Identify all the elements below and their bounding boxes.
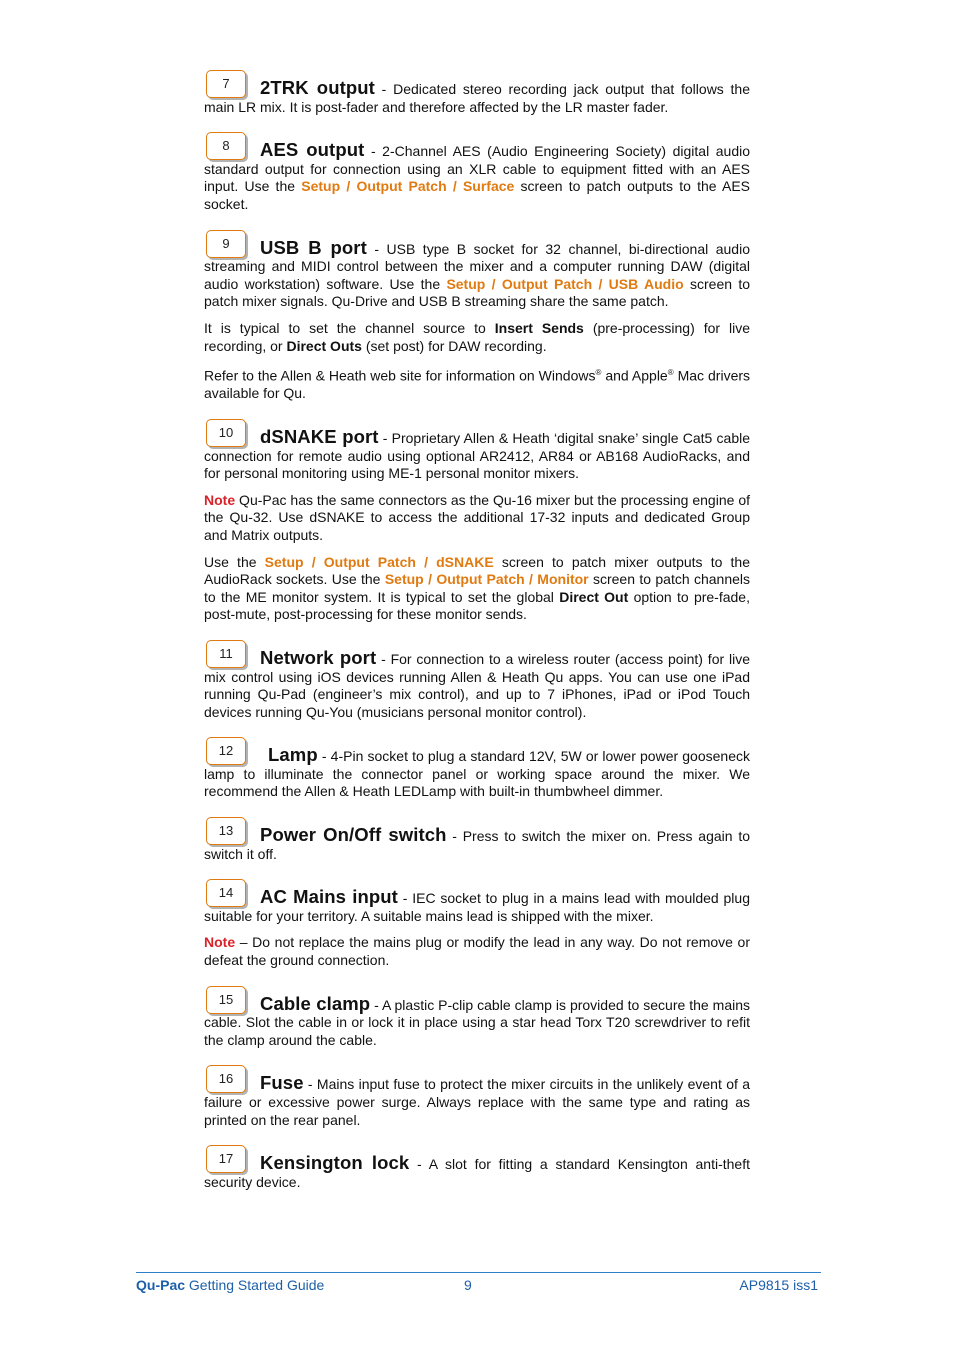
section-title: 2TRK output <box>260 77 375 98</box>
usb-drivers-paragraph: Refer to the Allen & Heath web site for information on Windows® and Apple® Mac drivers available for Qu. <box>204 367 751 402</box>
footer-page-number: 9 <box>464 1277 472 1293</box>
footer-guide-title: Qu-Pac Getting Started Guide <box>136 1277 325 1293</box>
section-ac-mains-input: 14 AC Mains input - IEC socket to plug in a mains lead with moulded plug suitable for your territory. A suitable mains lead is shipped with the mixer. Note – Do not replace the mains plug or modify the lead in any way. Do not remove or defeat the ground connection. <box>204 877 750 969</box>
footer-doc-id: AP9815 iss1 <box>739 1277 818 1293</box>
section-title: AES output <box>260 139 365 161</box>
link-monitor[interactable]: Monitor <box>537 571 589 588</box>
section-number-badge: 7 <box>206 70 246 98</box>
link-output-patch[interactable]: Output Patch <box>436 571 525 588</box>
section-number-badge: 13 <box>206 817 246 845</box>
section-power-switch: 13 Power On/Off switch - Press to switch the mixer on. Press again to switch it off. <box>204 815 750 863</box>
section-number-badge: 9 <box>206 230 246 258</box>
link-output-patch[interactable]: Output Patch <box>501 275 593 292</box>
section-usb-b-port: 9 USB B port - USB type B socket for 32 channel, bi-directional audio streaming and MIDI control between the mixer and a computer running DAW (digital audio workstation) software. Use the Setup / Output Patch / USB Audio screen to patch mixer signals. Qu-Drive and USB B streaming share the same patch. It is typical to set the channel source to Insert Sends (pre-processing) for live recording, or Direct Outs (set post) for DAW recording. Refer to the Allen & Heath web site for information on Windows® and Apple® Mac drivers available for Qu. <box>204 228 750 403</box>
usb-source-paragraph: It is typical to set the channel source to Insert Sends (pre-processing) for live recording, or Direct Outs (set post) for DAW recording. <box>204 319 751 354</box>
section-aes-output: 8 AES output - 2-Channel AES (Audio Engineering Society) digital audio standard output for connection using an XLR cable to equipment fitted with an AES input. Use the Setup / Output Patch / Surface screen to patch outputs to the AES socket. <box>204 130 750 213</box>
note-label: Note <box>204 491 236 508</box>
section-number-badge: 8 <box>206 132 246 160</box>
section-dsnake-port: 10 dSNAKE port - Proprietary Allen & Heath ‘digital snake’ single Cat5 cable connection for remote audio using optional AR2412, AR84 or AB168 AudioRacks, and for personal monitoring using ME-1 personal monitor mixers. Note Qu-Pac has the same connectors as the Qu-16 mixer but the processing engine of the Qu-32. Use dSNAKE to access the additional 17-32 inputs and dedicated Group and Matrix outputs. Use the Setup / Output Patch / dSNAKE screen to patch mixer outputs to the AudioRack sockets. Use the Setup / Output Patch / Monitor screen to patch channels to the ME monitor system. It is typical to set the global Direct Out option to pre-fade, post-mute, post-processing for these monitor sends. <box>204 417 750 624</box>
dsnake-note-paragraph: Note Qu-Pac has the same connectors as the Qu-16 mixer but the processing engine of the Qu-32. Use dSNAKE to access the additional 17-32 inputs and dedicated Group and Matrix outputs. <box>204 491 750 543</box>
section-number-badge: 16 <box>206 1065 246 1093</box>
page-content <box>204 68 750 1191</box>
link-output-patch[interactable]: Output Patch <box>356 178 447 195</box>
link-dsnake[interactable]: dSNAKE <box>436 553 494 570</box>
section-fuse: 16 Fuse - Mains input fuse to protect the mixer circuits in the unlikely event of a failure or excessive power surge. Always replace with the same type and rating as printed on the rear panel. <box>204 1063 750 1129</box>
link-setup[interactable]: Setup <box>301 178 341 195</box>
link-usb-audio[interactable]: USB Audio <box>608 275 684 292</box>
mains-note-paragraph: Note – Do not replace the mains plug or modify the lead in any way. Do not remove or defeat the ground connection. <box>204 934 750 969</box>
link-setup[interactable]: Setup <box>384 571 424 588</box>
section-kensington-lock: 17 Kensington lock - A slot for fitting a standard Kensington anti-theft security device. <box>204 1143 750 1191</box>
section-title: Kensington lock <box>260 1152 410 1174</box>
section-title: USB B port <box>260 236 367 258</box>
section-title: Fuse <box>260 1072 304 1094</box>
section-cable-clamp: 15 Cable clamp - A plastic P-clip cable clamp is provided to secure the mains cable. Slot the cable in or lock it in place using a star head Torx T20 screwdriver to refit the clamp around the cable. <box>204 984 750 1050</box>
section-title: Lamp <box>268 744 318 766</box>
link-output-patch[interactable]: Output Patch <box>323 553 416 570</box>
section-number-badge: 15 <box>206 986 246 1014</box>
section-title: Network port <box>260 646 377 668</box>
link-setup[interactable]: Setup <box>446 275 486 292</box>
section-number-badge: 14 <box>206 879 246 907</box>
section-lamp: 12 Lamp - 4-Pin socket to plug a standard 12V, 5W or lower power gooseneck lamp to illuminate the connector panel or working space around the mixer. We recommend the Allen & Heath LEDLamp with built-in thumbwheel dimmer. <box>204 735 750 801</box>
section-title: Power On/Off switch <box>260 824 447 846</box>
section-number-badge: 12 <box>206 737 246 765</box>
link-setup[interactable]: Setup <box>264 553 304 570</box>
section-title: AC Mains input <box>260 886 398 908</box>
section-2trk-output: 7 2TRK output - Dedicated stereo recording jack output that follows the main LR mix. It is post-fader and therefore affected by the LR master fader. <box>204 68 750 116</box>
section-number-badge: 10 <box>206 419 246 447</box>
section-number-badge: 17 <box>206 1145 246 1173</box>
link-surface[interactable]: Surface <box>462 178 515 195</box>
section-network-port: 11 Network port - For connection to a wireless router (access point) for live mix control using iOS devices running Allen & Heath Qu apps. You can use one iPad running Qu-Pad (engineer’s mix control), and up to 7 iPhones, iPad or iPod Touch devices running Qu-You (musicians personal monitor control). <box>204 638 750 721</box>
dsnake-patch-paragraph: Use the Setup / Output Patch / dSNAKE screen to patch mixer outputs to the AudioRack sockets. Use the Setup / Output Patch / Monitor screen to patch channels to the ME monitor system. It is typical to set the global Direct Out option to pre-fade, post-mute, post-processing for these monitor sends. <box>204 553 751 623</box>
section-title: dSNAKE port <box>260 425 379 447</box>
section-number-badge: 11 <box>206 640 246 668</box>
note-label: Note <box>204 934 236 951</box>
footer-divider <box>136 1272 821 1273</box>
section-title: Cable clamp <box>260 992 371 1014</box>
